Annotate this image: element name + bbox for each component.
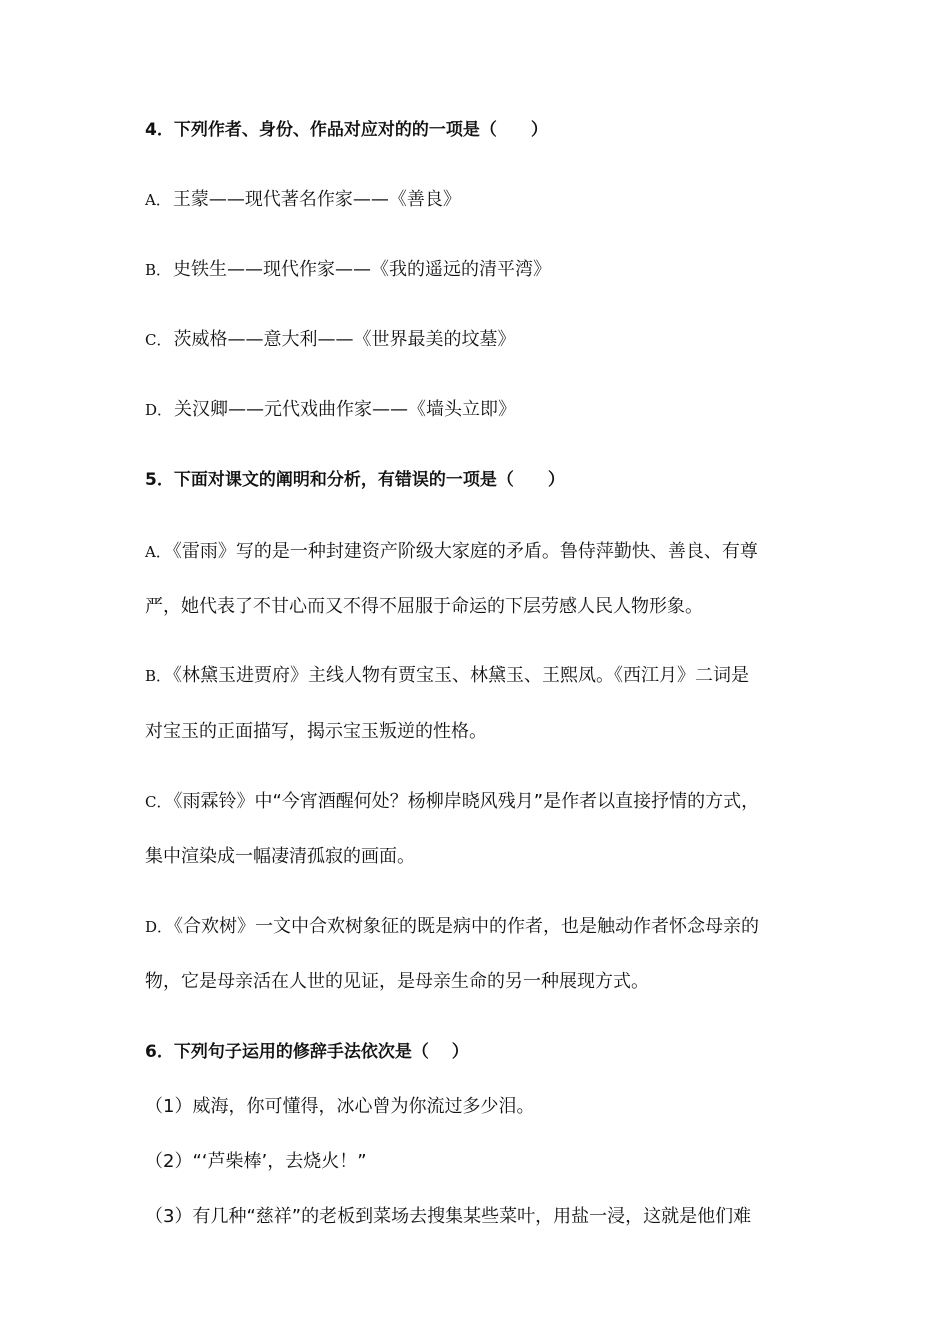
option-letter: B． [145,261,172,279]
question-5-option-d-cont: 物，它是母亲活在人世的见证，是母亲生命的另一种展现方式。 [145,971,649,992]
question-5-option-d[interactable] [145,915,759,939]
question-4-stem: 4．下列作者、身份、作品对应对的的一项是（ ） [145,120,548,140]
option-text: 茨威格——意大利——《世界最美的坟墓》 [173,329,516,350]
question-4-option-c[interactable] [145,328,515,352]
question-5-option-b-cont: 对宝玉的正面描写，揭示宝玉叛逆的性格。 [145,721,487,742]
option-letter: D． [145,918,173,936]
question-4-option-a[interactable] [145,188,461,212]
option-text: 关汉卿——元代戏曲作家——《墙头立即》 [174,399,517,420]
question-5-option-c[interactable] [145,790,759,814]
question-5-option-a[interactable] [145,540,758,564]
option-letter: A． [145,191,171,209]
question-6-sentence-3: （3）有几种“慈祥”的老板到菜场去搜集某些菜叶，用盐一浸，这就是他们难 [145,1206,752,1227]
option-letter: D． [145,401,173,419]
question-6-sentence-1: （1）威海，你可懂得，冰心曾为你流过多少泪。 [145,1096,535,1117]
question-4-option-d[interactable] [145,398,516,422]
question-6-sentence-2: （2）“‘芦柴棒’，去烧火！” [145,1151,367,1172]
option-text: 《雷雨》写的是一种封建资产阶级大家庭的矛盾。鲁侍萍勤快、善良、有尊 [172,541,758,562]
question-5-option-b[interactable] [145,664,749,688]
option-letter: B． [145,667,172,685]
option-text: 王蒙——现代著名作家——《善良》 [172,189,461,210]
question-6-stem: 6．下列句子运用的修辞手法依次是（ ） [145,1042,469,1062]
option-text: 《合欢树》一文中合欢树象征的既是病中的作者，也是触动作者怀念母亲的 [174,916,760,937]
question-5-stem: 5．下面对课文的阐明和分析，有错误的一项是（ ） [145,470,565,490]
option-letter: C． [145,331,172,349]
option-text: 《雨霖铃》中“今宵酒醒何处？杨柳岸晓风残月”是作者以直接抒情的方式， [173,791,760,812]
option-text: 史铁生——现代作家——《我的遥远的清平湾》 [173,259,552,280]
question-5-option-a-cont: 严，她代表了不甘心而又不得不屈服于命运的下层劳感人民人物形象。 [145,596,703,617]
question-4-option-b[interactable] [145,258,551,282]
option-letter: A． [145,543,171,561]
option-letter: C． [145,793,172,811]
option-text: 《林黛玉进贾府》主线人物有贾宝玉、林黛玉、王熙凤。《西江月》二词是 [173,665,750,686]
question-5-option-c-cont: 集中渲染成一幅凄清孤寂的画面。 [145,846,415,867]
